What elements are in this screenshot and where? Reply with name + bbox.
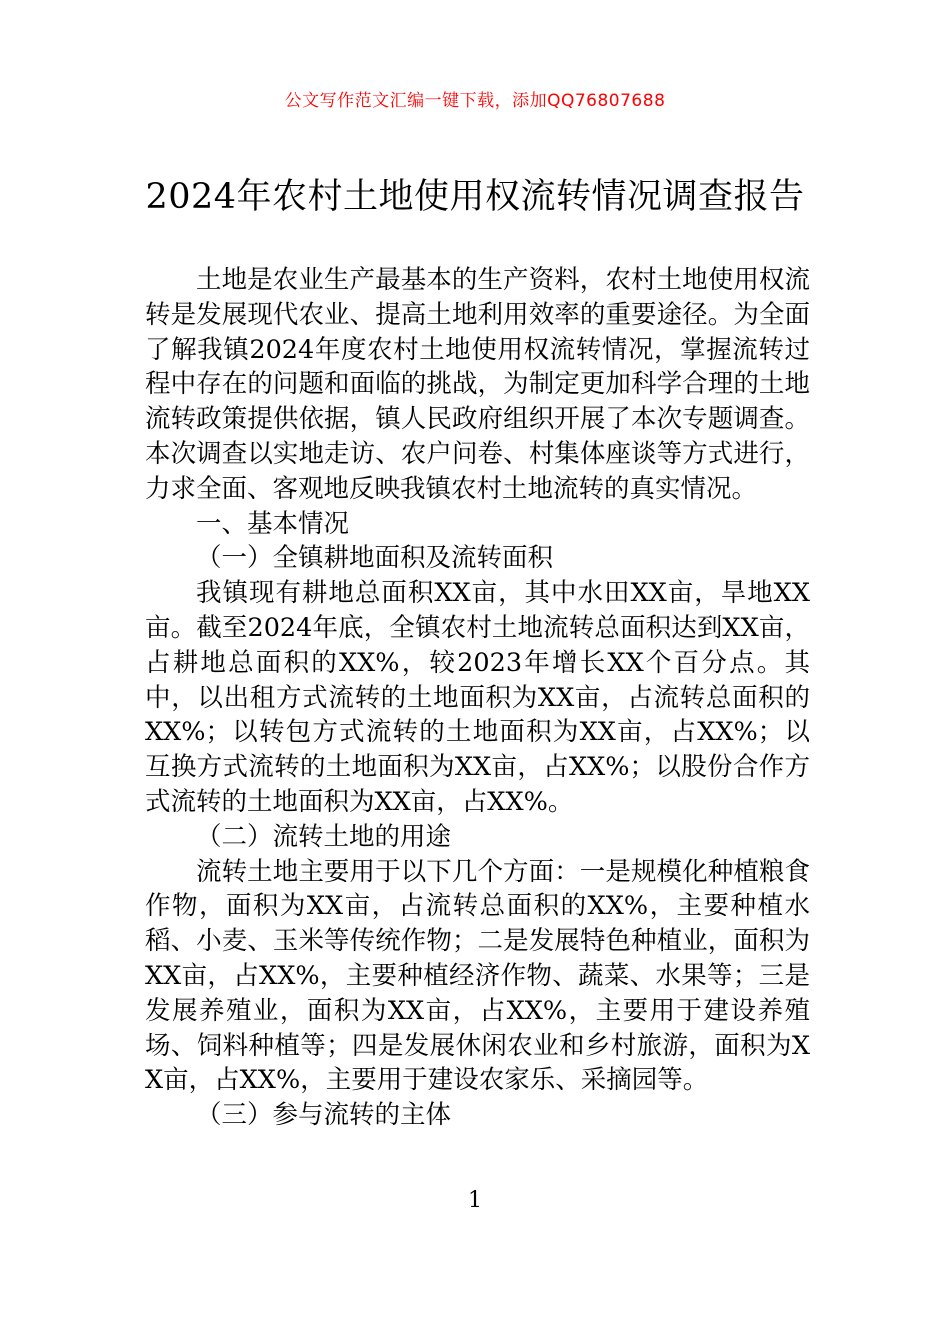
subsection-heading-land-use: （二）流转土地的用途 xyxy=(196,821,452,852)
page-number: 1 xyxy=(468,1188,482,1213)
section-heading-basic-situation: 一、基本情况 xyxy=(196,508,350,539)
report-body xyxy=(145,263,810,1133)
report-title: 2024年农村土地使用权流转情况调查报告 xyxy=(145,177,805,217)
land-use-paragraph: 流转土地主要用于以下几个方面：一是规模化种植粮食作物，面积为XX亩，占流转总面积的XX%，主要种植水稻、小麦、玉米等传统作物；二是发展特色种植业，面积为XX亩，占XX%，主要种植经济作物、蔬菜、水果等；三是发展养殖业，面积为XX亩，占XX%，主要用于建设养殖场、饲料种植等；四是发展休闲农业和乡村旅游，面积为XX亩，占XX%，主要用于建设农家乐、采摘园等。 xyxy=(145,856,810,1096)
intro-paragraph: 土地是农业生产最基本的生产资料，农村土地使用权流转是发展现代农业、提高土地利用效率的重要途径。为全面了解我镇2024年度农村土地使用权流转情况，掌握流转过程中存在的问题和面临的挑战，为制定更加科学合理的土地流转政策提供依据，镇人民政府组织开展了本次专题调查。本次调查以实地走访、农户问卷、村集体座谈等方式进行，力求全面、客观地反映我镇农村土地流转的真实情况。 xyxy=(145,265,810,504)
subsection-heading-farmland-area: （一）全镇耕地面积及流转面积 xyxy=(196,543,554,574)
farmland-area-paragraph: 我镇现有耕地总面积XX亩，其中水田XX亩，旱地XX亩。截至2024年底，全镇农村土地流转总面积达到XX亩，占耕地总面积的XX%，较2023年增长XX个百分点。其中，以出租方式流转的土地面积为XX亩，占流转总面积的XX%；以转包方式流转的土地面积为XX亩，占XX%；以互换方式流转的土地面积为XX亩，占XX%；以股份合作方式流转的土地面积为XX亩，占XX%。 xyxy=(145,578,810,817)
download-promo-note: 公文写作范文汇编一键下载，添加QQ76807688 xyxy=(284,91,666,111)
subsection-heading-participants: （三）参与流转的主体 xyxy=(196,1100,452,1131)
